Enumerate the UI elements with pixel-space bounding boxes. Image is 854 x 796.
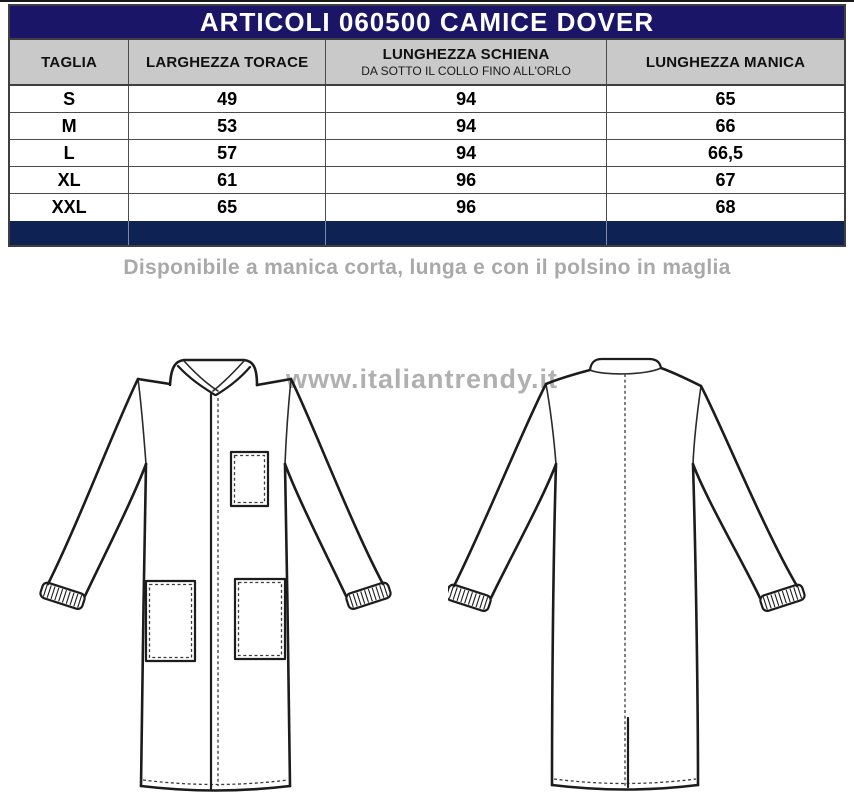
value-cell: 65 <box>715 88 736 109</box>
table-row-xl <box>10 167 844 194</box>
header-label: LARGHEZZA TORACE <box>145 53 309 71</box>
value-cell: 57 <box>129 140 326 166</box>
value-cell: 49 <box>129 86 326 112</box>
table-title: ARTICOLI 060500 CAMICE DOVER <box>10 6 844 40</box>
coat-front-view-drawing <box>38 334 418 796</box>
header-label: LUNGHEZZA SCHIENA <box>382 46 550 63</box>
size-cell: XL <box>10 167 129 193</box>
value-cell: 66,5 <box>708 142 744 163</box>
watermark-text: www.italiantrendy.it <box>285 364 559 394</box>
footer-cell <box>326 221 607 245</box>
header-cell-torace <box>129 40 326 84</box>
table-row-xxl <box>10 194 844 221</box>
table-row-m <box>10 113 844 140</box>
header-cell-taglia <box>10 40 129 84</box>
value-cell: 96 <box>326 194 607 221</box>
size-cell: XXL <box>10 194 129 221</box>
table-header-row <box>10 40 844 86</box>
value-cell: 94 <box>326 86 607 112</box>
size-cell: M <box>10 113 129 139</box>
availability-note: Disponibile a manica corta, lunga e con il polsino in maglia <box>123 256 731 279</box>
rib-cuff-right <box>345 581 392 610</box>
value-cell: 94 <box>326 140 607 166</box>
value-cell: 66 <box>715 115 736 136</box>
top-border-rule <box>0 0 854 2</box>
header-cell-schiena <box>326 40 607 84</box>
header-cell-manica <box>607 40 844 84</box>
rib-cuff-left <box>448 583 492 612</box>
value-cell: 96 <box>326 167 607 193</box>
header-label: TAGLIA <box>41 53 98 71</box>
header-sublabel: DA SOTTO IL COLLO FINO ALL'ORLO <box>361 64 571 78</box>
value-cell: 65 <box>129 194 326 221</box>
rib-cuff-left <box>39 581 86 610</box>
coat-back-view-drawing <box>448 334 828 796</box>
header-label: LUNGHEZZA MANICA <box>645 53 806 71</box>
table-row-s <box>10 86 844 113</box>
rib-cuff-right <box>759 583 806 612</box>
size-table <box>8 4 846 247</box>
value-cell: 53 <box>129 113 326 139</box>
table-row-l <box>10 140 844 167</box>
size-cell: S <box>10 86 129 112</box>
value-cell: 61 <box>129 167 326 193</box>
footer-cell <box>129 221 326 245</box>
size-cell: L <box>10 140 129 166</box>
footer-cell <box>10 221 129 245</box>
footer-cell <box>607 221 844 245</box>
value-cell: 94 <box>326 113 607 139</box>
value-cell: 68 <box>715 197 736 217</box>
value-cell: 67 <box>715 169 736 190</box>
table-footer-row <box>10 221 844 245</box>
